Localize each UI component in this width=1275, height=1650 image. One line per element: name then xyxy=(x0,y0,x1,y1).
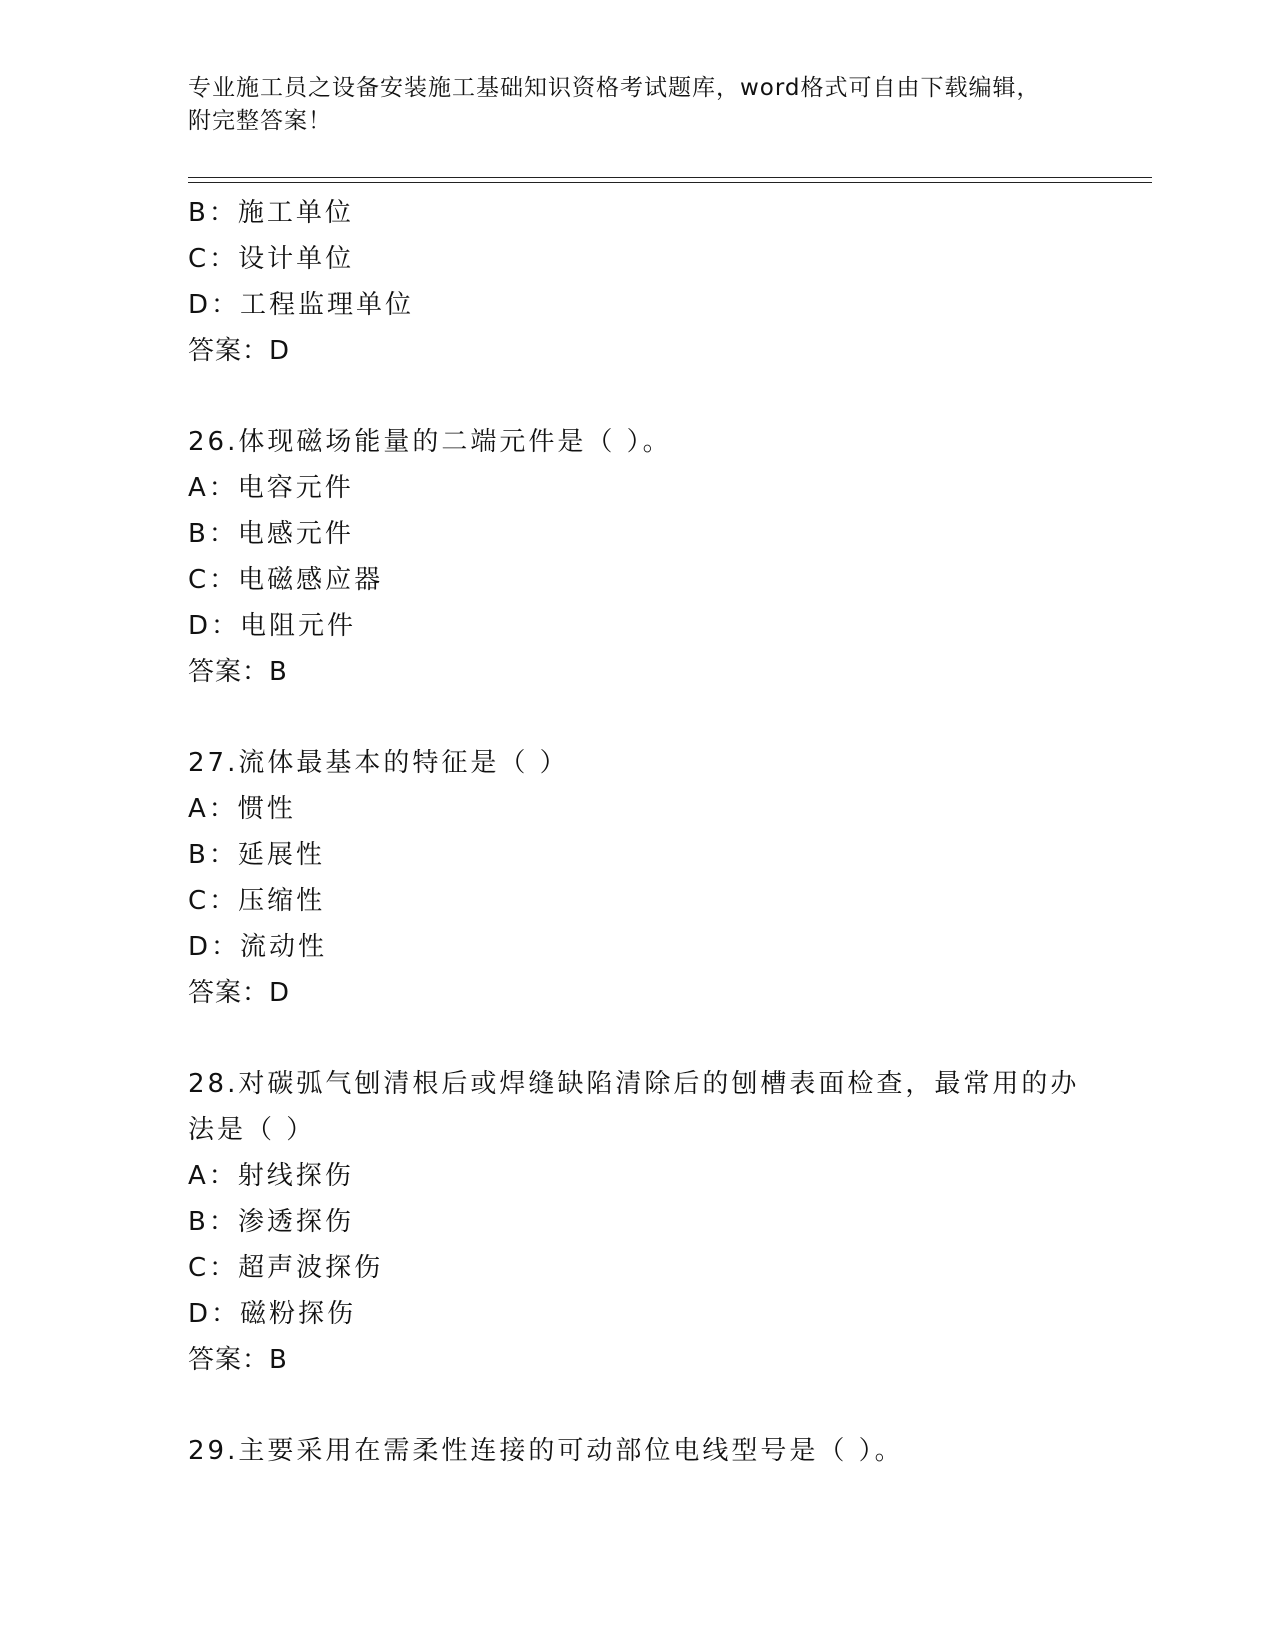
option-c: C：超声波探伤 xyxy=(188,1253,384,1283)
answer-line: 答案：B xyxy=(188,1345,288,1375)
question-26 xyxy=(188,419,1088,695)
answer-line: 答案：D xyxy=(188,336,291,366)
question-27 xyxy=(188,740,1088,1016)
option-c: C：设计单位 xyxy=(188,244,355,274)
option-b: B：渗透探伤 xyxy=(188,1207,354,1237)
option-b: B：电感元件 xyxy=(188,519,354,549)
document-header xyxy=(188,72,1088,138)
question-29 xyxy=(188,1428,1088,1474)
option-d: D：流动性 xyxy=(188,932,328,962)
question-text-line-1: 28.对碳弧气刨清根后或焊缝缺陷清除后的刨槽表面检查，最常用的办 xyxy=(188,1069,1080,1099)
option-a: A：惯性 xyxy=(188,794,296,824)
header-line-2: 附完整答案！ xyxy=(188,108,332,134)
question-text: 26.体现磁场能量的二端元件是（ ）。 xyxy=(188,427,672,457)
header-divider-top xyxy=(188,177,1152,178)
option-b: B：延展性 xyxy=(188,840,325,870)
option-a: A：电容元件 xyxy=(188,473,354,503)
header-line-1: 专业施工员之设备安装施工基础知识资格考试题库，word格式可自由下载编辑， xyxy=(188,75,1041,101)
option-d: D：工程监理单位 xyxy=(188,290,415,320)
question-25 xyxy=(188,190,1088,374)
question-list xyxy=(188,190,1088,1474)
answer-line: 答案：D xyxy=(188,978,291,1008)
option-a: A：射线探伤 xyxy=(188,1161,354,1191)
question-28 xyxy=(188,1061,1088,1383)
answer-line: 答案：B xyxy=(188,657,288,687)
question-text: 27.流体最基本的特征是（ ） xyxy=(188,748,569,778)
question-text: 29.主要采用在需柔性连接的可动部位电线型号是（ ）。 xyxy=(188,1436,904,1466)
header-divider-bottom xyxy=(188,182,1152,183)
option-c: C：电磁感应器 xyxy=(188,565,384,595)
option-d: D：磁粉探伤 xyxy=(188,1299,357,1329)
option-d: D：电阻元件 xyxy=(188,611,357,641)
option-b: B：施工单位 xyxy=(188,198,354,228)
option-c: C：压缩性 xyxy=(188,886,326,916)
question-text-line-2: 法是（ ） xyxy=(188,1115,316,1145)
